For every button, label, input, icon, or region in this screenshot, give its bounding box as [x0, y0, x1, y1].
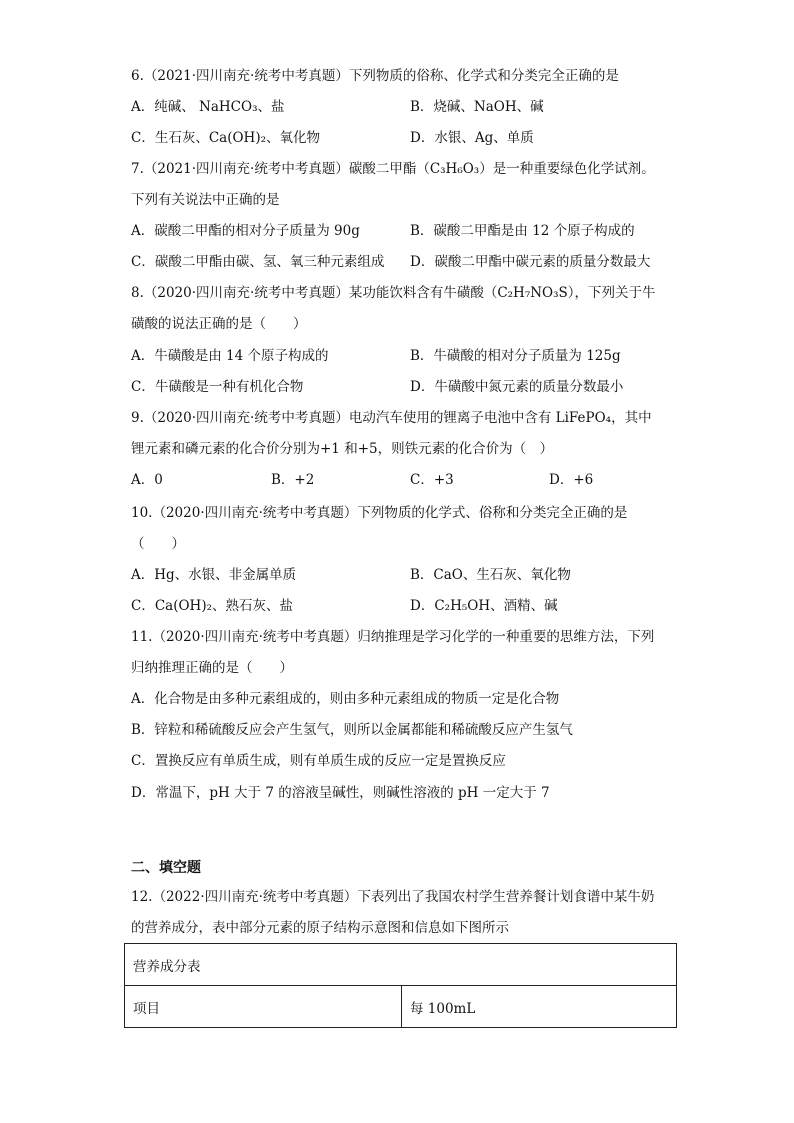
question-7-stem-line2: 下列有关说法中正确的是	[131, 192, 280, 208]
question-8-option-c: C．牛磺酸是一种有机化合物	[131, 379, 304, 395]
question-7-option-c: C．碳酸二甲酯由碳、氢、氧三种元素组成	[131, 254, 385, 270]
question-10-option-a: A．Hg、水银、非金属单质	[131, 567, 297, 583]
question-6-option-a: A．纯碱、 NaHCO₃、盐	[131, 99, 285, 115]
question-10-stem-line1: 10.（2020·四川南充·统考中考真题）下列物质的化学式、俗称和分类完全正确的是	[131, 505, 628, 521]
table-row	[125, 986, 677, 1028]
question-9-option-b: B．+2	[271, 472, 315, 488]
nutrition-table	[124, 943, 677, 1028]
question-10-option-d: D．C₂H₅OH、酒精、碱	[410, 598, 558, 614]
question-11-option-b: B．锌粒和稀硫酸反应会产生氢气，则所以金属都能和稀硫酸反应产生氢气	[131, 722, 573, 738]
question-11-stem-line1: 11.（2020·四川南充·统考中考真题）归纳推理是学习化学的一种重要的思维方法，下列	[131, 629, 655, 645]
question-9-stem-line1: 9.（2020·四川南充·统考中考真题）电动汽车使用的锂离子电池中含有 LiFePO₄，其中	[131, 410, 652, 426]
question-7-option-a: A．碳酸二甲酯的相对分子质量为 90g	[131, 223, 360, 239]
table-row	[125, 944, 677, 986]
question-8-option-d: D．牛磺酸中氮元素的质量分数最小	[410, 379, 624, 395]
question-8-option-a: A．牛磺酸是由 14 个原子构成的	[131, 348, 329, 364]
question-8-option-b: B．牛磺酸的相对分子质量为 125g	[410, 348, 621, 364]
question-11-option-c: C．置换反应有单质生成，则有单质生成的反应一定是置换反应	[131, 753, 506, 769]
nutrition-table-header-per-100ml: 每 100mL	[402, 986, 677, 1028]
question-10-stem-line2: （ ）	[131, 536, 185, 552]
question-11-stem-line2: 归纳推理正确的是（ ）	[131, 660, 293, 676]
question-6-option-d: D．水银、Ag、单质	[410, 130, 534, 146]
question-12-stem-line2: 的营养成分，表中部分元素的原子结构示意图和信息如下图所示	[131, 920, 509, 936]
question-8-stem-line1: 8.（2020·四川南充·统考中考真题）某功能饮料含有牛磺酸（C₂H₇NO₃S），下列关于牛	[131, 285, 656, 301]
question-11-option-a: A．化合物是由多种元素组成的，则由多种元素组成的物质一定是化合物	[131, 691, 560, 707]
question-9-stem-line2: 锂元素和磷元素的化合价分别为+1 和+5，则铁元素的化合价为（ ）	[131, 441, 554, 457]
question-6-stem: 6.（2021·四川南充·统考中考真题）下列物质的俗称、化学式和分类完全正确的是	[131, 68, 619, 84]
question-10-option-c: C．Ca(OH)₂、熟石灰、盐	[131, 598, 293, 614]
question-6-option-b: B．烧碱、NaOH、碱	[410, 99, 544, 115]
question-9-option-a: A．0	[131, 472, 163, 488]
question-9-option-d: D．+6	[549, 472, 594, 488]
question-8-stem-line2: 磺酸的说法正确的是（ ）	[131, 316, 307, 332]
question-7-option-d: D．碳酸二甲酯中碳元素的质量分数最大	[410, 254, 651, 270]
question-9-option-c: C．+3	[410, 472, 454, 488]
question-6-option-c: C．生石灰、Ca(OH)₂、氧化物	[131, 130, 320, 146]
nutrition-table-header-item: 项目	[125, 986, 402, 1028]
question-7-stem-line1: 7.（2021·四川南充·统考中考真题）碳酸二甲酯（C₃H₆O₃）是一种重要绿色化学试剂。	[131, 161, 655, 177]
question-11-option-d: D．常温下，pH 大于 7 的溶液呈碱性，则碱性溶液的 pH 一定大于 7	[131, 785, 550, 801]
question-12-stem-line1: 12.（2022·四川南充·统考中考真题）下表列出了我国农村学生营养餐计划食谱中某牛奶	[131, 889, 655, 905]
nutrition-table-title: 营养成分表	[125, 944, 677, 986]
question-10-option-b: B．CaO、生石灰、氧化物	[410, 567, 571, 583]
question-7-option-b: B．碳酸二甲酯是由 12 个原子构成的	[410, 223, 635, 239]
section-title-fill-in: 二、填空题	[131, 860, 201, 876]
